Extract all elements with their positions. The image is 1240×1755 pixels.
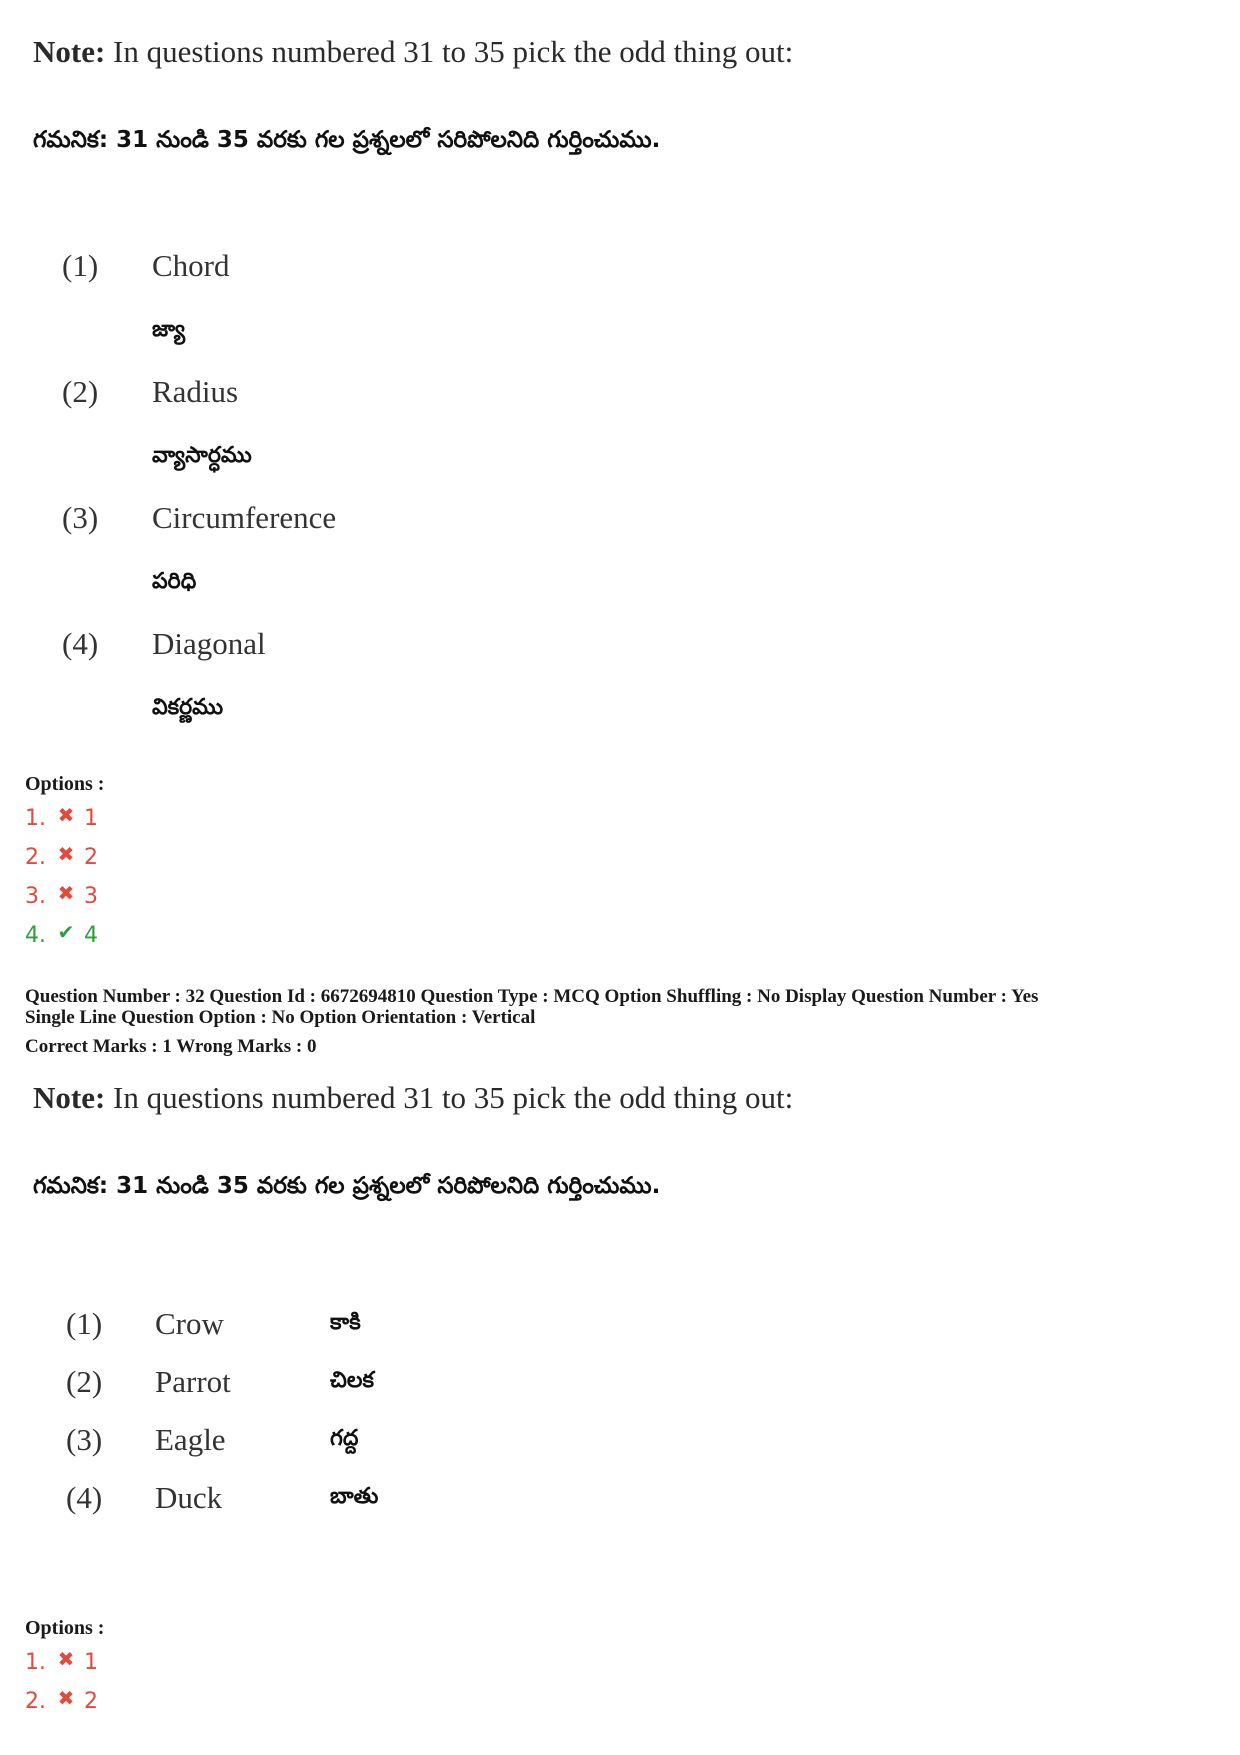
answer-option-correct: 4. ✔ 4 [25,920,98,948]
option-number: (3) [66,1422,103,1457]
telugu-note-q32: గమనిక: 31 నుండి 35 వరకు గల ప్రశ్నలలో సరిపోలనిది గుర్తించుము. [33,1173,661,1199]
option-english: Crow [155,1306,224,1341]
cross-icon: ✖ [57,1686,75,1710]
options-label: Options : [25,1617,105,1639]
option-english: Parrot [155,1364,231,1399]
cross-icon: ✖ [57,842,75,866]
option-english: Diagonal [152,626,266,661]
option-number: (1) [62,248,99,283]
question-marks: Correct Marks : 1 Wrong Marks : 0 [25,1036,317,1057]
note-prefix: Note: [33,1080,106,1115]
note-q31 [33,34,793,70]
cross-icon: ✖ [57,881,75,905]
option-english: Radius [152,374,239,409]
option-telugu: కాకి [330,1310,361,1335]
options-label: Options : [25,773,105,795]
check-icon: ✔ [57,920,75,944]
option-number: (2) [66,1364,103,1399]
option-telugu: పరిధి [152,569,197,594]
option-number: (1) [66,1306,103,1341]
option-telugu: జ్యా [152,317,186,342]
question-meta: Question Number : 32 Question Id : 6672694810 Question Type : MCQ Option Shuffling : No Display Question Number : Yes [25,986,1039,1007]
option-english: Duck [155,1480,223,1515]
answer-option-wrong: 3. ✖ 3 [25,881,98,909]
cross-icon: ✖ [57,803,75,827]
question-meta-line2: Single Line Question Option : No Option Orientation : Vertical [25,1007,536,1028]
note-q32 [33,1080,793,1116]
option-english: Circumference [152,500,337,535]
option-number: (2) [62,374,99,409]
note-text: In questions numbered 31 to 35 pick the odd thing out: [113,1080,794,1115]
answer-option-wrong: 2. ✖ 2 [25,842,98,870]
option-english: Chord [152,248,230,283]
option-telugu: చిలక [330,1368,374,1393]
option-number: (4) [66,1480,103,1515]
option-telugu: గద్ద [330,1426,359,1451]
answer-option-wrong: 1. ✖ 1 [25,803,98,831]
option-telugu: బాతు [330,1484,379,1509]
option-english: Eagle [155,1422,226,1457]
option-telugu: వ్యాసార్ధము [152,443,252,468]
answer-option-wrong: 2. ✖ 2 [25,1686,98,1714]
option-telugu: వికర్ణము [152,695,224,720]
answer-option-wrong: 1. ✖ 1 [25,1647,98,1675]
cross-icon: ✖ [57,1647,75,1671]
note-prefix: Note: [33,34,106,69]
note-text: In questions numbered 31 to 35 pick the odd thing out: [113,34,794,69]
telugu-note-q31: గమనిక: 31 నుండి 35 వరకు గల ప్రశ్నలలో సరిపోలనిది గుర్తించుము. [33,127,661,153]
option-number: (3) [62,500,99,535]
option-number: (4) [62,626,99,661]
